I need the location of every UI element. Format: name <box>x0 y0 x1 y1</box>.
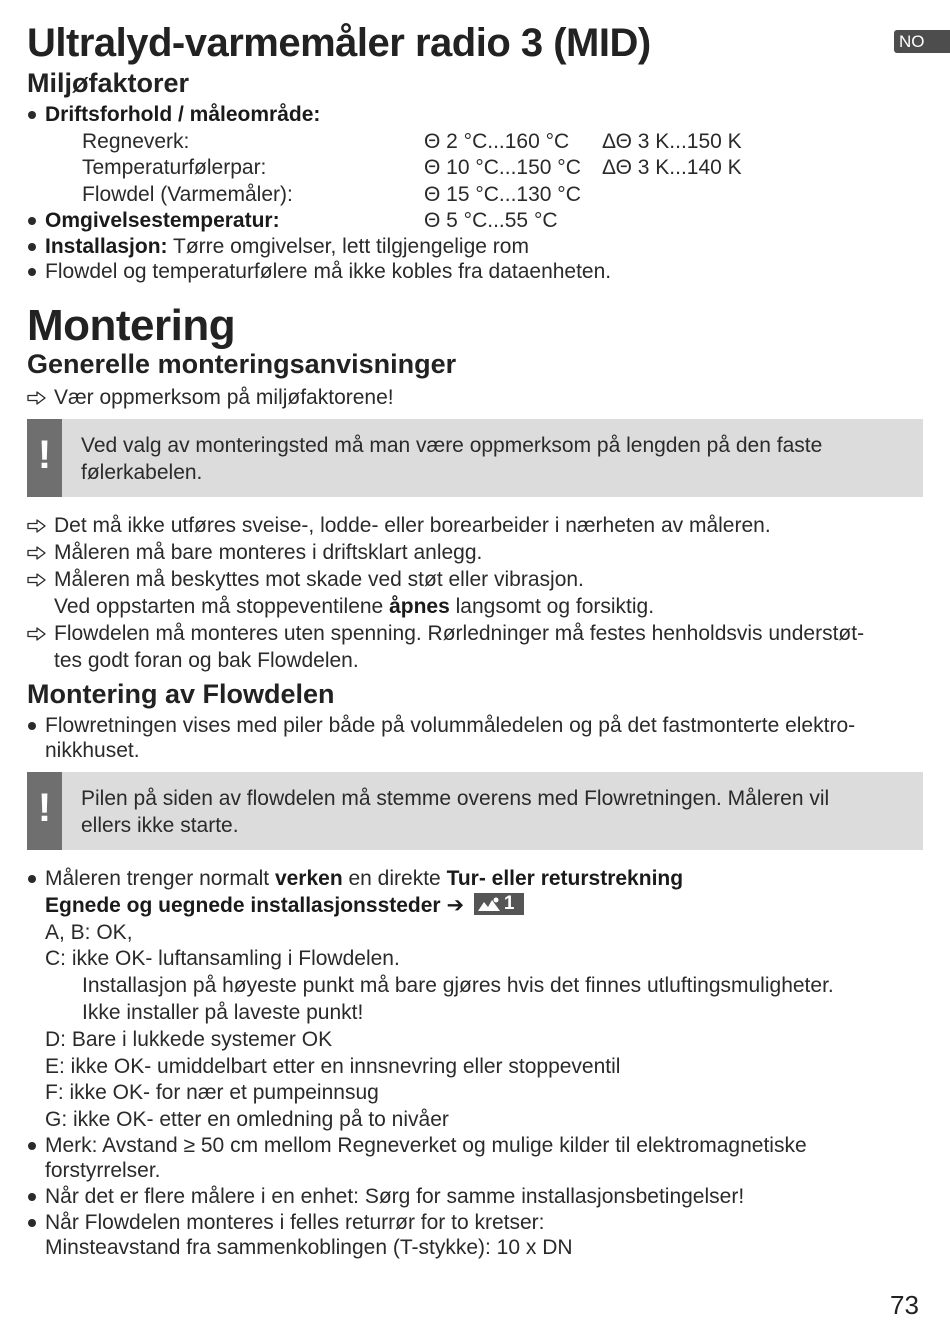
straight-run-note <box>45 866 683 892</box>
section-heading-general: Generelle monteringsanvisninger <box>27 349 457 379</box>
cable-note: Flowdel og temperaturfølere må ikke kobles fra dataenheten. <box>45 260 612 283</box>
bullet-icon <box>28 1193 36 1201</box>
emc-note-continued: forstyrrelser. <box>45 1159 161 1182</box>
step-protect: Måleren må beskyttes mot skade ved støt eller vibrasjon. <box>54 568 584 591</box>
step-no-welding: Det må ikke utføres sveise-, lodde- eller borearbeider i nærheten av måleren. <box>54 514 771 537</box>
suitable-places-line <box>45 893 524 919</box>
warning-text-line: Ved valg av monteringsted må man være oppmerksom på lengden på den faste <box>81 434 823 457</box>
shared-return-note: Når Flowdelen monteres i felles returrør for to kretser: <box>45 1211 545 1234</box>
ambient-value: Θ 5 °C...55 °C <box>424 209 558 232</box>
bullet-icon <box>28 268 36 276</box>
arrow-right-icon <box>27 627 47 641</box>
arrow-right-icon <box>27 391 47 405</box>
arrow-right-icon <box>27 546 47 560</box>
language-badge: NO <box>894 30 950 53</box>
range-value-sensors: Θ 10 °C...150 °C <box>424 156 581 179</box>
delta-value-sensors: ΔΘ 3 K...140 K <box>602 156 742 179</box>
place-ab: A, B: OK, <box>45 921 133 944</box>
range-label-sensors: Temperaturfølerpar: <box>82 156 267 179</box>
step-ready-system: Måleren må bare monteres i driftsklart anlegg. <box>54 541 483 564</box>
shared-return-distance: Minsteavstand fra sammenkoblingen (T-stykke): 10 x DN <box>45 1236 573 1259</box>
flow-direction-continued: nikkhuset. <box>45 739 140 762</box>
warning-text-line: ellers ikke starte. <box>81 814 239 837</box>
picture-icon <box>477 896 501 912</box>
figure-number: 1 <box>503 893 515 914</box>
warning-text-line: Pilen på siden av flowdelen må stemme overens med Flowretningen. Måleren vil <box>81 787 830 810</box>
place-c-note: Installasjon på høyeste punkt må bare gjøres hvis det finnes utluftingsmuligheter. <box>82 974 834 997</box>
exclamation-icon: ! <box>37 786 52 830</box>
step-no-tension: Flowdelen må monteres uten spenning. Rørledninger må festes henholdsvis understøt- <box>54 622 865 645</box>
warning-box-direction <box>27 772 923 850</box>
text-run: Måleren trenger normalt <box>45 867 275 890</box>
page-title: Ultralyd-varmemåler radio 3 (MID) <box>27 21 651 65</box>
arrow-right-icon <box>27 573 47 587</box>
step-protect-continued <box>54 594 654 620</box>
text-run-bold: Tur- eller returstrekning <box>446 867 684 890</box>
place-c-note-2: Ikke installer på laveste punkt! <box>82 1001 364 1024</box>
install-text: Tørre omgivelser, lett tilgjengelige rom <box>167 235 529 258</box>
bullet-icon <box>28 111 36 119</box>
bullet-icon <box>28 217 36 225</box>
arrow-right-icon <box>27 519 47 533</box>
bullet-icon <box>28 875 36 883</box>
ambient-label: Omgivelsestemperatur: <box>45 209 280 232</box>
bullet-icon <box>28 1142 36 1150</box>
range-label-calculator: Regneverk: <box>82 130 190 153</box>
install-line <box>45 234 529 260</box>
suitable-places-label: Egnede og uegnede installasjonssteder <box>45 894 441 917</box>
figure-reference-badge[interactable] <box>474 893 524 915</box>
warning-text-line: følerkabelen. <box>81 461 203 484</box>
operating-label: Driftsforhold / måleområde: <box>45 103 321 126</box>
flow-direction: Flowretningen vises med piler både på volummåledelen og på det fastmonterte elektro- <box>45 714 856 737</box>
place-e: E: ikke OK- umiddelbart etter en innsnevring eller stoppeventil <box>45 1055 621 1078</box>
text-run: Ved oppstarten må stoppeventilene <box>54 595 390 618</box>
bullet-icon <box>28 243 36 251</box>
arrow-right-icon: ➔ <box>446 894 465 917</box>
place-d: D: Bare i lukkede systemer OK <box>45 1028 333 1051</box>
text-run-bold: åpnes <box>389 595 450 618</box>
step-environment: Vær oppmerksom på miljøfaktorene! <box>54 386 394 409</box>
section-title-montering: Montering <box>27 301 236 350</box>
step-no-tension-continued: tes godt foran og bak Flowdelen. <box>54 649 359 672</box>
bullet-icon <box>28 722 36 730</box>
place-g: G: ikke OK- etter en omledning på to nivåer <box>45 1108 449 1131</box>
warning-box-cable <box>27 419 923 497</box>
text-run: langsomt og forsiktig. <box>449 595 655 618</box>
place-f: F: ikke OK- for nær et pumpeinnsug <box>45 1081 379 1104</box>
multiple-meters-note: Når det er flere målere i en enhet: Sørg for samme installasjonsbetingelser! <box>45 1185 745 1208</box>
range-value-calculator: Θ 2 °C...160 °C <box>424 130 570 153</box>
delta-value-calculator: ΔΘ 3 K...150 K <box>602 130 742 153</box>
range-label-flowpart: Flowdel (Varmemåler): <box>82 183 293 206</box>
bullet-icon <box>28 1219 36 1227</box>
place-c: C: ikke OK- luftansamling i Flowdelen. <box>45 947 400 970</box>
emc-note: Merk: Avstand ≥ 50 cm mellom Regneverket og mulige kilder til elektromagnetiske <box>45 1134 807 1157</box>
text-run-bold: verken <box>274 867 343 890</box>
page-number: 73 <box>890 1290 919 1320</box>
text-run: en direkte <box>342 867 447 890</box>
section-heading-flow: Montering av Flowdelen <box>27 679 335 709</box>
exclamation-icon: ! <box>37 433 52 477</box>
section-heading-environment: Miljøfaktorer <box>27 68 190 98</box>
range-value-flowpart: Θ 15 °C...130 °C <box>424 183 581 206</box>
install-label: Installasjon: <box>45 235 168 258</box>
